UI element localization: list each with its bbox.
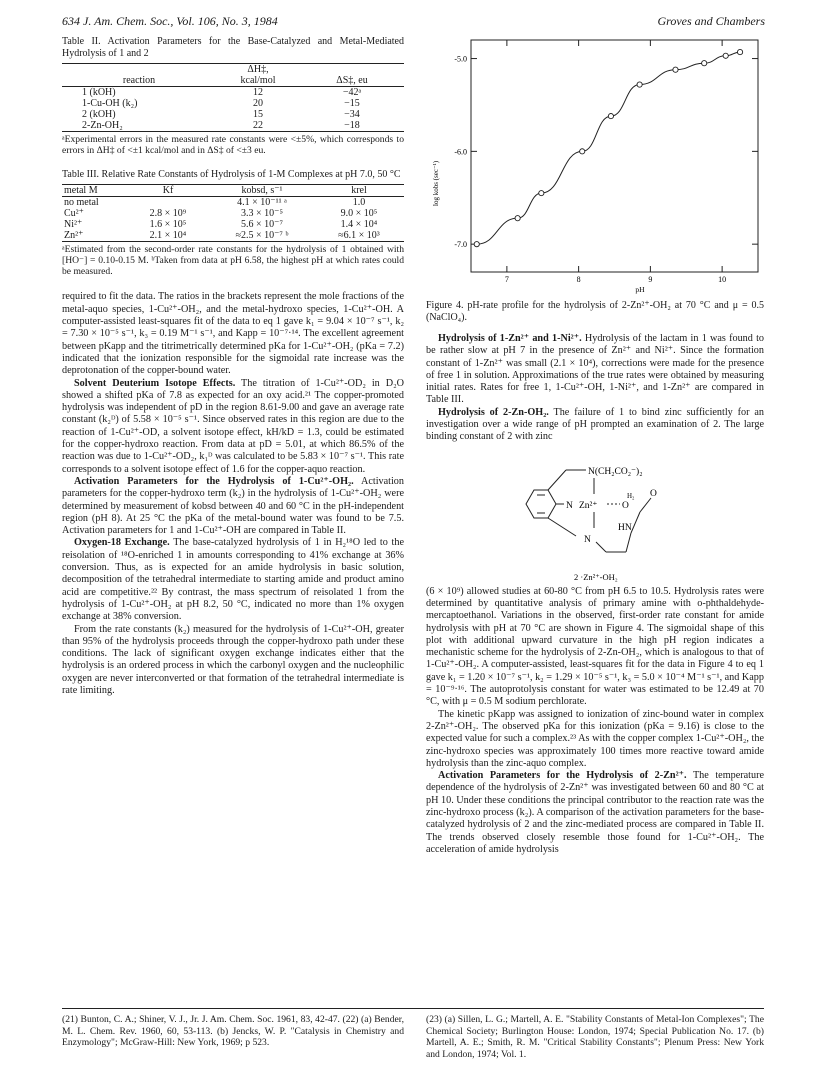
table3-caption: Table III. Relative Rate Constants of Hydrolysis of 1-M Complexes at pH 7.0, 50 °C xyxy=(62,168,401,180)
right-paragraph-4: The kinetic pKapp was assigned to ionization of zinc-bound water in complex 2-Zn²⁺-OH₂. The observed pKa for this ionization (pKa = 9.16) is close to the expected value for such a complex.²³ As with the copper complex 1-Cu²⁺-OH₂, the zinc-hydroxo species was approximately 100 times more reactive toward amide hydrolysis than the zinc-aquo complex. xyxy=(426,708,764,769)
footnotes-left: (21) Bunton, C. A.; Shiner, V. J., Jr. J. Am. Chem. Soc. 1961, 83, 42-47. (22) (a) Bender, M. L. Chem. Rev. 1960, 60, 53-113. (b) Jencks, W. P. "Catalysis in Chemistry and Enzymology"; McGraw-Hill: New York, 1969; p 523. xyxy=(62,1014,404,1048)
left-paragraph-2: Solvent Deuterium Isotope Effects. The titration of 1-Cu²⁺-OD₂ in D₂O showed a shifted pKa of 7.8 as expected for an oxy acid.²¹ The copper-promoted hydrolysis was independent of pD in the region 8.61-9.00 and gave an average rate constant (k₂ᴰ) of 5.58 × 10⁻⁵ s⁻¹. Since observed rates in this region are due to the reaction of 1-Cu²⁺-OD, a solvent isotope effect, kH/kD = 1.3, could be estimated for the copper-hydroxo reaction. From data at pD = 5.01, at which 86.5% of the reaction was due to 1-Cu²⁺-OD₂, k₁ᴰ was calculated to be 5.83 × 10⁻⁷ s⁻¹. This rate corresponds to a solvent isotope effect of 1.6 for the copper-aquo reaction. xyxy=(62,377,404,475)
table2-caption: Table II. Activation Parameters for the Base-Catalyzed and Metal-Mediated Hydrolysis of 1 and 2 xyxy=(62,36,404,59)
x-tick-label: 7 xyxy=(504,275,509,284)
table-row: Ni²⁺ 1.6 × 10⁵ 5.6 × 10⁻⁷ 1.4 × 10⁴ xyxy=(64,218,378,230)
table2 xyxy=(62,63,404,132)
table3 xyxy=(62,184,404,242)
figure4 xyxy=(426,36,764,294)
structure-atom-n: N xyxy=(566,500,573,511)
data-point xyxy=(702,61,707,66)
structure-atom-h2: H₂ xyxy=(627,491,635,500)
plot-frame xyxy=(471,40,758,272)
table-row: 1 (kOH) 12 −42ᵃ xyxy=(82,87,362,98)
table3-footnote: ᵃEstimated from the second-order rate constants for the hydrolysis of 1 obtained with [HO⁻] = 0.10-0.15 M. ᵇTaken from data at pH 6.58, the highest pH at which rates could be measured. xyxy=(62,243,404,278)
data-point xyxy=(737,49,742,54)
left-paragraph-4: Oxygen-18 Exchange. The base-catalyzed hydrolysis of 1 in H₂¹⁸O led to the reisolation of ¹⁸O-enriched 1 in amounts corresponding to 41% exchange at 36% conversion. Thus, as is expected for an amide hydrolysis in basic solution, decomposition of the tetrahedral intermediate to starting amide and product amino acid are competitive.²² By contrast, the mass spectrum of reisolated 1 from the hydrolysis of 1-Cu²⁺-OH₂ at pH 8.2, 50 °C, indicated no more than 1% oxygen exchange at 38% conversion. xyxy=(62,537,404,623)
section-heading: Oxygen-18 Exchange. xyxy=(74,537,170,549)
structure-atom-o2: O xyxy=(650,488,657,499)
chemical-structure xyxy=(426,448,764,586)
structure-atom-hn: HN xyxy=(618,522,632,533)
y-tick-label: -7.0 xyxy=(454,240,467,250)
table-row: Cu²⁺ 2.8 × 10⁹ 3.3 × 10⁻⁵ 9.0 × 10⁵ xyxy=(64,207,378,219)
y-tick-label: -6.0 xyxy=(454,147,467,157)
section-heading: Activation Parameters for the Hydrolysis of 2-Zn²⁺. xyxy=(438,770,687,782)
table-row: no metal 4.1 × 10⁻¹¹ ᵃ 1.0 xyxy=(64,196,366,208)
table-row: 2 (kOH) 15 −34 xyxy=(82,109,360,120)
y-tick-label: -5.0 xyxy=(454,54,467,64)
fit-curve xyxy=(477,52,740,244)
structure-atom-o: O xyxy=(622,500,629,511)
structure-substituent: N(CH₂CO₂⁻)₂ xyxy=(588,466,643,477)
right-paragraph-2: Hydrolysis of 2-Zn-OH₂. The failure of 1 to bind zinc sufficiently for an investigation over a wide range of pH prompted an examination of 2. The large binding constant of 2 with zinc xyxy=(426,406,764,443)
table3-col-kf: Kf xyxy=(162,184,174,196)
table2-col-dh-top: ΔH‡, xyxy=(247,64,269,75)
data-point xyxy=(580,149,585,154)
left-paragraph-5: From the rate constants (k₂) measured for the hydrolysis of 1-Cu²⁺-OH, greater than 95% of the hydrolysis proceeds through the copper-hydroxo path under these conditions. The lack of significant oxygen exchange indicates either that the hydrolysis is an ordered process in which the carbonyl oxygen and the nucleophilic oxygen are never interconverted or that formation of the tetrahedral intermediate is rate limiting. xyxy=(62,623,404,696)
footnotes-right: (23) (a) Sillen, L. G.; Martell, A. E. "Stability Constants of Metal-Ion Complexes"; The Chemical Society; Burlington House: London, 1974; Special Publication No. 17. (b) Martell, A. E.; Smith, R. M. "Critical Stability Constants"; Plenum Press: New York and London, 1974; Vol. 1. xyxy=(426,1014,764,1060)
table2-col-reaction: reaction xyxy=(122,75,156,86)
x-tick-label: 10 xyxy=(718,275,727,284)
table2-footnote: ᵃExperimental errors in the measured rate constants were <±5%, which corresponds to errors in ΔH‡ of <±1 kcal/mol and in ΔS‡ of <±3 eu. xyxy=(62,134,404,157)
data-point xyxy=(515,216,520,221)
x-tick-label: 9 xyxy=(648,275,653,284)
table-row: 2-Zn-OH₂ 22 −18 xyxy=(62,120,404,132)
y-axis-label: log kobs (sec⁻¹) xyxy=(432,160,440,206)
data-point xyxy=(608,113,613,118)
right-paragraph-3: (6 × 10⁹) allowed studies at 60-80 °C from pH 6.5 to 10.5. Hydrolysis rates were determined by quantitative analysis of primary amine with o-phthaldehyde-mercaptoethanol. Variations in the observed, first-order rate constant for amide hydrolysis with pH at 70 °C are shown in Figure 4. The sigmoidal shape of this plot with additional upward curvature in the high pH region indicates a mechanistic scheme for the hydrolysis of 2-Zn-OH₂, which is analogous to that of 1-Cu²⁺-OH₂. A computer-assisted, least-squares fit for the data in Figure 4 to eq 1 gave k₁ = 1.20 × 10⁻⁷ s⁻¹, k₂ = 1.29 × 10⁻⁵ s⁻¹, k₃ = 5.0 × 10⁻⁴ M⁻¹ s⁻¹, and Kapp = 10⁻⁹·¹⁶. The autoprotolysis constant for water was estimated to be 12.49 at 70 °C, with μ = 0.5 M sodium perchlorate. xyxy=(426,585,764,708)
x-axis-label: pH xyxy=(635,285,645,294)
right-paragraph-1: Hydrolysis of 1-Zn²⁺ and 1-Ni²⁺. Hydrolysis of the lactam in 1 was found to be rather slow at pH 7 in the presence of Zn²⁺ and Ni²⁺. Since the formation constant of 1-Zn²⁺ was small (2.1 × 10⁴), corrections were made for the presence of free 1 in solution. Approximations of the true rates were obtained by measuring initial rates. Rates for free 1, 1-Cu²⁺-OH, 1-Ni²⁺, and 1-Zn²⁺ are compared in Table III. xyxy=(426,333,764,406)
right-column xyxy=(426,300,764,856)
data-point xyxy=(539,191,544,196)
structure-atom-zn: Zn²⁺ xyxy=(579,500,598,511)
left-column xyxy=(62,36,404,697)
section-heading: Hydrolysis of 1-Zn²⁺ and 1-Ni²⁺. xyxy=(438,333,582,344)
data-point xyxy=(637,82,642,87)
left-paragraph-1: required to fit the data. The ratios in the brackets represent the mole fractions of the metal-aquo species, 1-Cu²⁺-OH₂, and the metal-hydroxo species, 1-Cu²⁺-OH. A computer-assisted least-squares fit of the data to eq 1 gave k₁ = 9.04 × 10⁻⁷ s⁻¹, k₂ = 7.30 × 10⁻⁵ s⁻¹, k₃ = 0.19 M⁻¹ s⁻¹, and Kapp = 10⁻⁷·¹⁴. The excellent agreement between pKapp and the titrimetrically determined pKa for 1-Cu²⁺-OH₂ (pKa = 7.2) indicated that the ionization responsible for the sigmoidal rate increase was the deprotonation of the copper-bound water. xyxy=(62,291,404,377)
figure4-caption: Figure 4. pH-rate profile for the hydrolysis of 2-Zn²⁺-OH₂ at 70 °C and μ = 0.5 (NaClO₄). xyxy=(426,300,764,323)
table-row: Zn²⁺ 2.1 × 10⁴ ≈2.5 × 10⁻⁷ ᵇ ≈6.1 × 10³ xyxy=(62,230,404,242)
structure-label: 2 ·Zn²⁺-OH₂ xyxy=(574,571,618,582)
section-heading: Hydrolysis of 2-Zn-OH₂. xyxy=(438,406,549,418)
table3-col-kobsd: kobsd, s⁻¹ xyxy=(241,184,283,196)
data-point xyxy=(474,242,479,247)
table2-col-ds: ΔS‡, eu xyxy=(336,75,368,86)
left-paragraph-3: Activation Parameters for the Hydrolysis of 1-Cu²⁺-OH₂. Activation parameters for the copper-hydroxo term (k₂) in the hydrolysis of 1-Cu²⁺-OH₂ were determined by measurement of kobsd between 40 and 60 °C in the pH-independent region (pH 8). At 25 °C the pKa of the metal-bound water was found to be 7.5. Activation parameters for 1 and 1-Cu²⁺-OH are compared in Table II. xyxy=(62,475,404,537)
table3-col-metal: metal M xyxy=(64,184,98,196)
figure4-plot xyxy=(426,36,764,294)
data-point xyxy=(673,67,678,72)
structure-drawing xyxy=(426,448,764,586)
table-row: 1-Cu-OH (k₂) 20 −15 xyxy=(82,98,360,109)
table2-col-dh-unit: kcal/mol xyxy=(240,75,276,86)
data-point xyxy=(723,53,728,58)
footnote-rule xyxy=(62,1008,764,1009)
running-header-left: 634 J. Am. Chem. Soc., Vol. 106, No. 3, 1984 xyxy=(62,14,278,28)
section-heading: Activation Parameters for the Hydrolysis of 1-Cu²⁺-OH₂. xyxy=(74,475,354,487)
section-heading: Solvent Deuterium Isotope Effects. xyxy=(74,377,236,389)
x-tick-label: 8 xyxy=(576,275,581,284)
table3-col-krel: krel xyxy=(351,184,367,196)
right-paragraph-5: Activation Parameters for the Hydrolysis of 2-Zn²⁺. The temperature dependence of the hydrolysis of 2-Zn²⁺ was investigated between 60 and 80 °C at pH 10. Under these conditions the principal contributor to the reaction rate was the zinc-hydroxo process (k₂). A comparison of the activation parameters for the base-catalyzed hydrolysis of 2 and the zinc-mediated process are compared in Table II. The trends observed closely resemble those found for 1-Cu²⁺-OH₂. The acceleration of amide hydrolysis xyxy=(426,770,764,855)
structure-atom-n2: N xyxy=(584,534,591,545)
running-header-right: Groves and Chambers xyxy=(657,14,765,28)
